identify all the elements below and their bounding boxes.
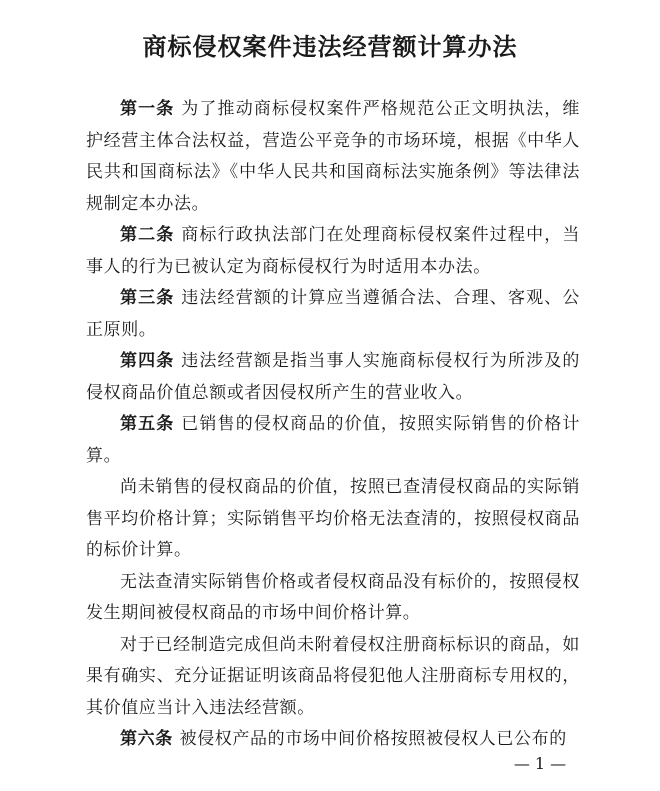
clause-text: 尚未销售的侵权商品的价值，按照已查清侵权商品的实际销售平均价格计算；实际销售平均价格无法查清的，按照侵权商品的标价计算。 — [86, 477, 580, 560]
article-number: 第一条 — [120, 99, 175, 119]
page-number: — 1 — — [513, 754, 567, 773]
article-paragraph — [86, 346, 580, 409]
document-body — [86, 94, 580, 756]
article-paragraph — [86, 724, 580, 756]
article-paragraph — [86, 220, 580, 283]
page-title: 商标侵权案件违法经营额计算办法 — [142, 33, 518, 61]
clause-text: 对于已经制造完成但尚未附着侵权注册商标标识的商品，如果有确实、充分证据证明该商品将侵犯他人注册商标专用权的，其价值应当计入违法经营额。 — [86, 634, 580, 718]
article-text: 已销售的侵权商品的价值，按照实际销售的价格计算。 — [86, 414, 580, 466]
article-text: 违法经营额是指当事人实施商标侵权行为所涉及的侵权商品价值总额或者因侵权所产生的营业收入。 — [86, 351, 580, 403]
article-paragraph — [86, 94, 580, 220]
article-text: 被侵权产品的市场中间价格按照被侵权人已公布的 — [179, 729, 567, 749]
article-number: 第三条 — [120, 288, 175, 308]
article-number: 第五条 — [120, 414, 175, 434]
article-text: 违法经营额的计算应当遵循合法、合理、客观、公正原则。 — [86, 288, 580, 340]
article-number: 第六条 — [120, 729, 173, 749]
article-paragraph — [86, 409, 580, 472]
article-text: 为了推动商标侵权案件严格规范公正文明执法，维护经营主体合法权益，营造公平竞争的市场环境，根据《中华人民共和国商标法》《中华人民共和国商标法实施条例》等法律法规制定本办法。 — [86, 99, 580, 214]
article-number: 第四条 — [120, 351, 175, 371]
article-paragraph — [86, 283, 580, 346]
clause-paragraph — [86, 630, 580, 725]
clause-paragraph — [86, 567, 580, 630]
clause-text: 无法查清实际销售价格或者侵权商品没有标价的，按照侵权发生期间被侵权商品的市场中间价格计算。 — [86, 571, 580, 623]
article-number: 第二条 — [120, 225, 175, 245]
clause-paragraph — [86, 472, 580, 567]
article-text: 商标行政执法部门在处理商标侵权案件过程中，当事人的行为已被认定为商标侵权行为时适用本办法。 — [86, 225, 580, 277]
